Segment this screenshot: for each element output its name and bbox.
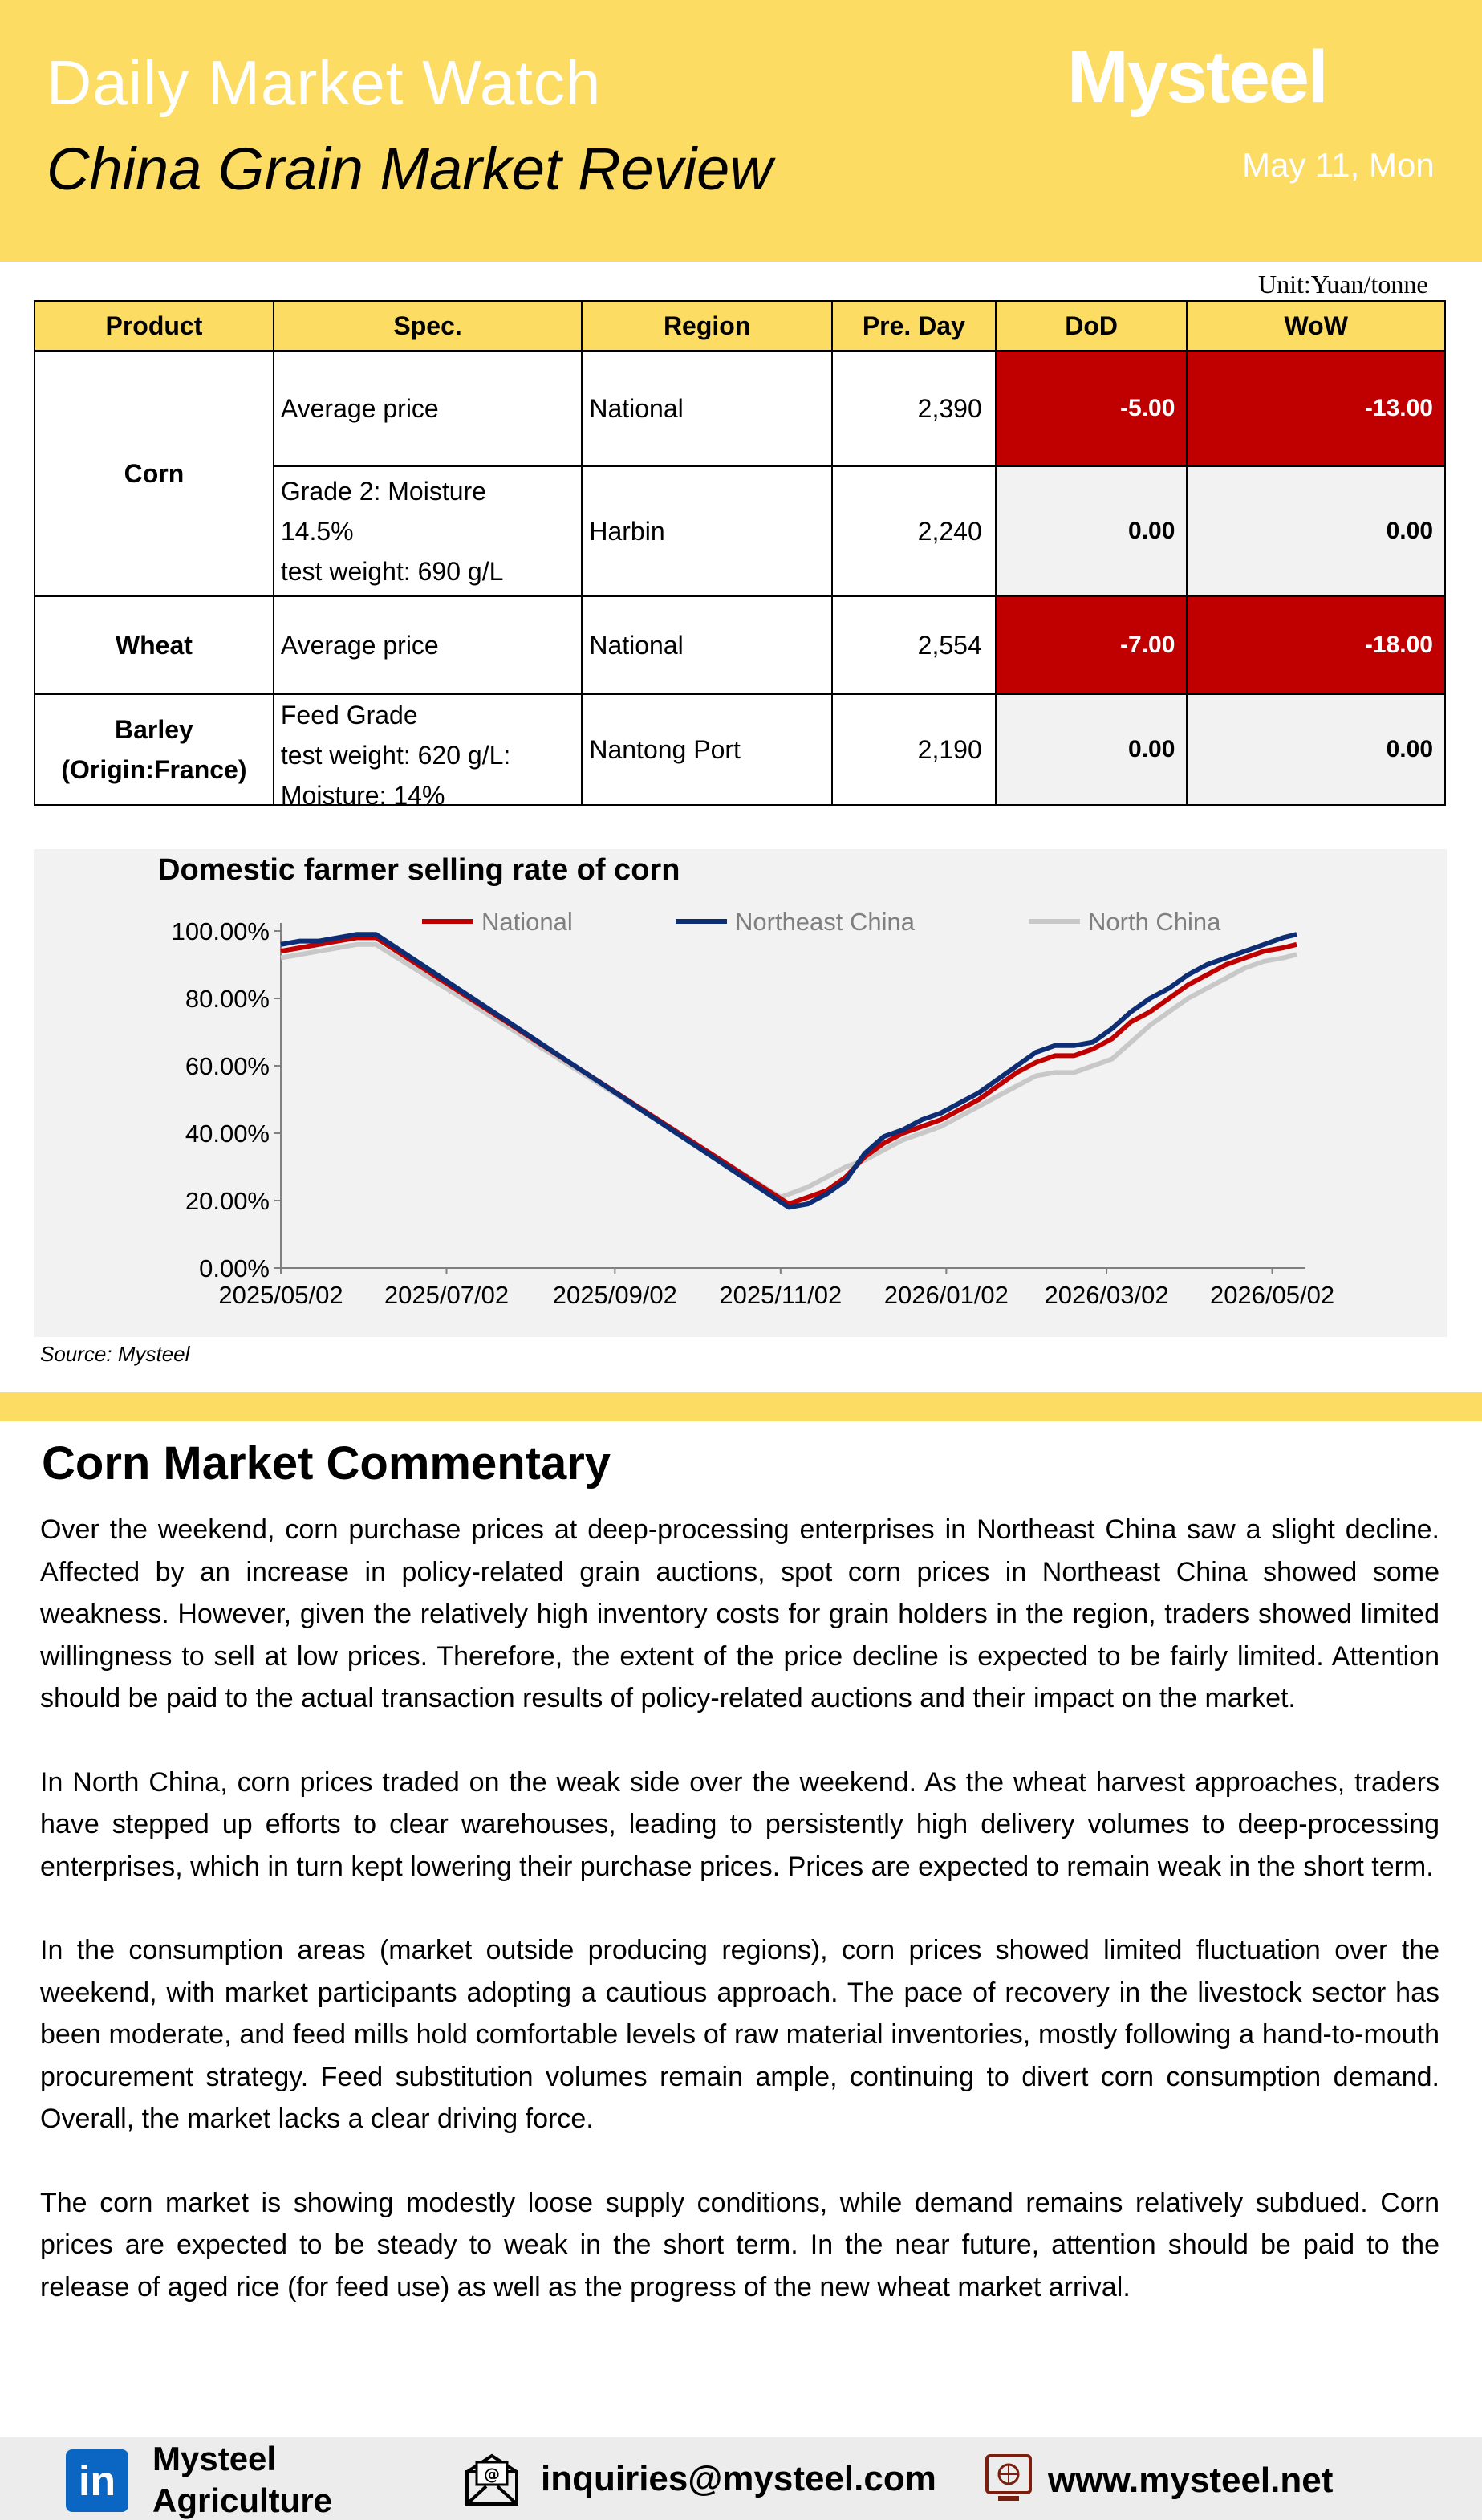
mysteel-logo: Mysteel xyxy=(1067,36,1327,118)
x-tick-label: 2025/05/02 xyxy=(218,1281,343,1309)
report-subtitle: China Grain Market Review xyxy=(47,136,773,202)
wow-cell: -18.00 xyxy=(1187,596,1445,694)
wow-cell: 0.00 xyxy=(1187,466,1445,596)
commentary-paragraph: In the consumption areas (market outside producing regions), corn prices showed limited fluctuation over the weekend, with market participants adopting a cautious approach. The pace of recovery in the livestock sector has been moderate, and feed mills hold comfortable levels of raw material inventories, mostly following a hand-to-mouth procurement strategy. Feed substitution volumes remain ample, continuing to divert corn consumption demand. Overall, the market lacks a clear driving force. xyxy=(40,1935,1439,2134)
linkedin-icon[interactable]: in xyxy=(66,2449,128,2512)
product-line: Barley xyxy=(115,715,193,744)
spec-cell xyxy=(274,694,582,805)
dod-cell: -7.00 xyxy=(996,596,1188,694)
spec-line: 14.5% xyxy=(280,517,354,546)
pre-day-cell: 2,240 xyxy=(832,466,996,596)
dod-cell: -5.00 xyxy=(996,351,1188,466)
commentary-title: Corn Market Commentary xyxy=(42,1437,611,1490)
chart-title: Domestic farmer selling rate of corn xyxy=(158,853,680,887)
email-icon xyxy=(464,2451,520,2507)
pre-day-cell: 2,390 xyxy=(832,351,996,466)
unit-label: Unit:Yuan/tonne xyxy=(1258,270,1428,299)
region-cell: National xyxy=(582,351,832,466)
wow-cell: -13.00 xyxy=(1187,351,1445,466)
product-cell xyxy=(35,694,274,805)
chart-panel xyxy=(34,849,1447,1337)
commentary-paragraph: In North China, corn prices traded on the weak side over the weekend. As the wheat harvest approaches, traders have stepped up efforts to clear warehouses, leading to persistently high delivery volumes to deep-processing enterprises, which in turn kept lowering their purchase prices. Prices are expected to remain weak in the short term. xyxy=(40,1766,1439,1882)
x-tick-label: 2025/09/02 xyxy=(552,1281,677,1309)
website-icon xyxy=(984,2451,1033,2507)
page-footer xyxy=(0,2437,1482,2520)
legend-label-north-china: North China xyxy=(1088,908,1221,936)
footer-org-name[interactable] xyxy=(152,2438,332,2520)
footer-name-line: Agriculture xyxy=(152,2481,333,2519)
region-cell: Harbin xyxy=(582,466,832,596)
footer-email-link[interactable]: inquiries@mysteel.com xyxy=(541,2459,936,2498)
region-cell: Nantong Port xyxy=(582,694,832,805)
y-tick-label: 100.00% xyxy=(171,917,270,945)
legend-label-northeast-china: Northeast China xyxy=(735,908,916,936)
spec-line: Moisture: 14% xyxy=(280,781,445,804)
x-tick-label: 2026/01/02 xyxy=(883,1281,1009,1309)
section-divider xyxy=(0,1392,1482,1421)
x-tick-label: 2025/07/02 xyxy=(384,1281,510,1309)
x-tick-label: 2026/05/02 xyxy=(1209,1281,1335,1309)
col-header-product: Product xyxy=(35,301,274,351)
svg-text:@: @ xyxy=(484,2465,500,2484)
footer-name-line: Mysteel xyxy=(152,2440,277,2477)
commentary-paragraph: The corn market is showing modestly loose supply conditions, while demand remains relatively subdued. Corn prices are expected to be steady to weak in the short term. In the near future, attention should be paid to the release of aged rice (for feed use) as well as the progress of the new wheat market arrival. xyxy=(40,2187,1439,2303)
commentary-paragraph: Over the weekend, corn purchase prices at deep-processing enterprises in Northeast China saw a slight decline. Affected by an increase in policy-related grain auctions, spot corn prices in Northeast China showed some weakness. However, given the relatively high inventory costs for grain holders in the region, traders showed limited willingness to sell at low prices. Therefore, the extent of the price decline is expected to be fairly limited. Attention should be paid to the actual transaction results of policy-related auctions and their impact on the market. xyxy=(40,1514,1439,1713)
chart-source: Source: Mysteel xyxy=(40,1342,190,1366)
report-header xyxy=(0,0,1482,262)
y-tick-label: 20.00% xyxy=(185,1187,270,1215)
col-header-spec: Spec. xyxy=(274,301,582,351)
x-tick-label: 2026/03/02 xyxy=(1044,1281,1169,1309)
report-title: Daily Market Watch xyxy=(47,47,602,118)
y-tick-label: 80.00% xyxy=(185,985,270,1013)
spec-line: test weight: 620 g/L: xyxy=(280,741,511,770)
report-date: May 11, Mon xyxy=(1242,146,1435,184)
spec-clip xyxy=(281,695,581,804)
col-header-pre-day: Pre. Day xyxy=(832,301,996,351)
spec-line: Feed Grade xyxy=(280,701,418,730)
dod-cell: 0.00 xyxy=(996,466,1188,596)
spec-line: Grade 2: Moisture xyxy=(280,477,486,506)
product-line: (Origin:France) xyxy=(61,755,247,784)
y-tick-label: 60.00% xyxy=(185,1052,270,1080)
series-line-north-china xyxy=(281,945,1297,1197)
table-row xyxy=(35,351,1445,466)
region-cell: National xyxy=(582,596,832,694)
col-header-dod: DoD xyxy=(996,301,1188,351)
product-cell: Corn xyxy=(35,351,274,596)
commentary-body xyxy=(40,1509,1439,2350)
wow-cell: 0.00 xyxy=(1187,694,1445,805)
spec-line: test weight: 690 g/L xyxy=(280,557,504,586)
footer-website-link[interactable]: www.mysteel.net xyxy=(1048,2461,1334,2500)
pre-day-cell: 2,190 xyxy=(832,694,996,805)
spec-cell: Average price xyxy=(274,351,582,466)
selling-rate-chart xyxy=(34,849,1447,1337)
col-header-region: Region xyxy=(582,301,832,351)
pre-day-cell: 2,554 xyxy=(832,596,996,694)
legend-label-national: National xyxy=(481,908,573,936)
y-tick-label: 0.00% xyxy=(199,1254,270,1282)
table-header-row xyxy=(35,301,1445,351)
x-tick-label: 2025/11/02 xyxy=(719,1281,843,1309)
y-tick-label: 40.00% xyxy=(185,1120,270,1148)
table-row xyxy=(35,596,1445,694)
table-row xyxy=(35,694,1445,805)
spec-cell xyxy=(274,466,582,596)
product-cell: Wheat xyxy=(35,596,274,694)
col-header-wow: WoW xyxy=(1187,301,1445,351)
price-table xyxy=(34,300,1446,806)
spec-cell: Average price xyxy=(274,596,582,694)
dod-cell: 0.00 xyxy=(996,694,1188,805)
